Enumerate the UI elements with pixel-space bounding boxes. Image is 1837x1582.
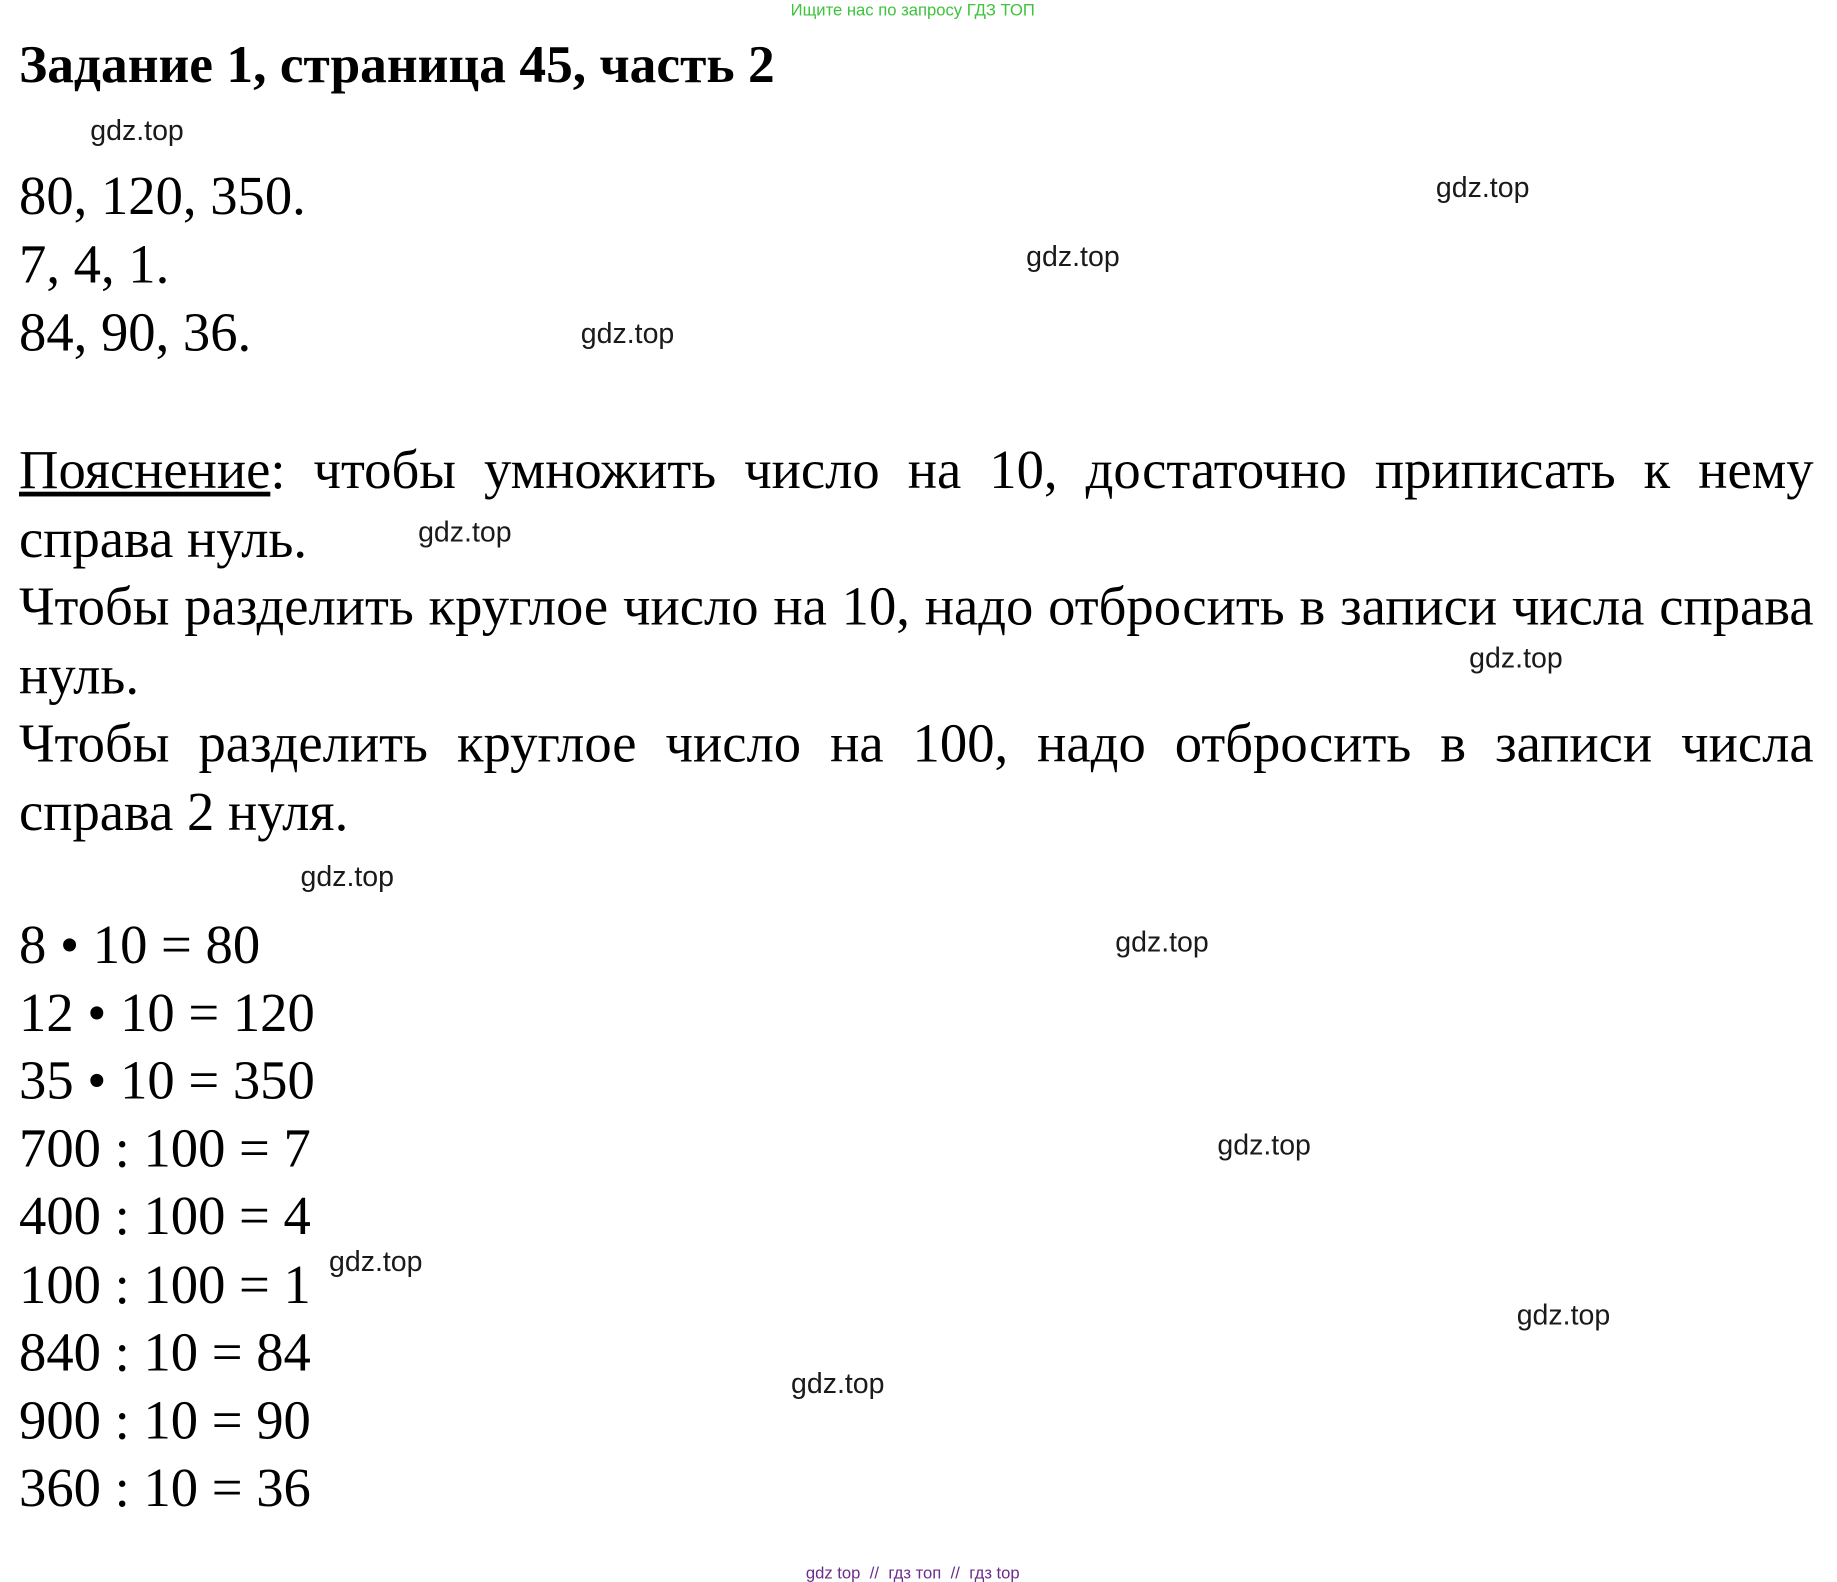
watermark: gdz.top <box>328 1245 423 1278</box>
explanation-paragraph-1 <box>19 436 1814 573</box>
watermark: gdz.top <box>1469 642 1563 675</box>
explanation-paragraph-2: Чтобы разделить круглое число на 10, надо отбросить в записи числа справа нуль. <box>19 576 1814 705</box>
footer-separator: // <box>950 1563 960 1582</box>
watermark: gdz.top <box>1516 1299 1611 1332</box>
answer-line: 84, 90, 36. <box>19 301 252 363</box>
equation-line: 700 : 100 = 7 <box>19 1117 311 1179</box>
footer-separator: // <box>869 1563 879 1582</box>
equation-line: 100 : 100 = 1 <box>19 1254 311 1315</box>
watermark: gdz.top <box>1026 241 1120 274</box>
top-banner: Ищите нас по запросу ГДЗ ТОП <box>790 0 1035 20</box>
watermark: gdz.top <box>580 318 675 351</box>
equation-line: 840 : 10 = 84 <box>19 1321 311 1383</box>
page-title: Задание 1, страница 45, часть 2 <box>19 34 775 94</box>
watermark: gdz.top <box>1115 926 1209 959</box>
watermark: gdz.top <box>300 861 395 894</box>
footer-text: gdz top <box>805 1563 861 1582</box>
explanation-text: : чтобы умножить число на 10, достаточно приписать к нему справа нуль. <box>19 439 1814 569</box>
explanation-label: Пояснение <box>19 439 271 501</box>
watermark: gdz.top <box>418 516 512 549</box>
footer <box>0 1563 1825 1582</box>
answer-line: 80, 120, 350. <box>19 165 306 226</box>
equation-line: 12 • 10 = 120 <box>19 982 315 1043</box>
equation-line: 360 : 10 = 36 <box>19 1457 311 1518</box>
watermark: gdz.top <box>90 115 184 148</box>
equation-line: 8 • 10 = 80 <box>19 914 261 976</box>
equation-line: 900 : 10 = 90 <box>19 1389 311 1451</box>
explanation-paragraph-3: Чтобы разделить круглое число на 100, надо отбросить в записи числа справа 2 нуля. <box>19 712 1814 842</box>
answer-line: 7, 4, 1. <box>19 233 170 295</box>
footer-text: гдз top <box>969 1563 1020 1582</box>
watermark: gdz.top <box>791 1368 885 1401</box>
equation-line: 400 : 100 = 4 <box>19 1185 311 1246</box>
equation-line: 35 • 10 = 350 <box>19 1049 315 1111</box>
watermark: gdz.top <box>1217 1129 1311 1162</box>
watermark: gdz.top <box>1435 172 1530 205</box>
footer-text: гдз топ <box>888 1563 942 1582</box>
